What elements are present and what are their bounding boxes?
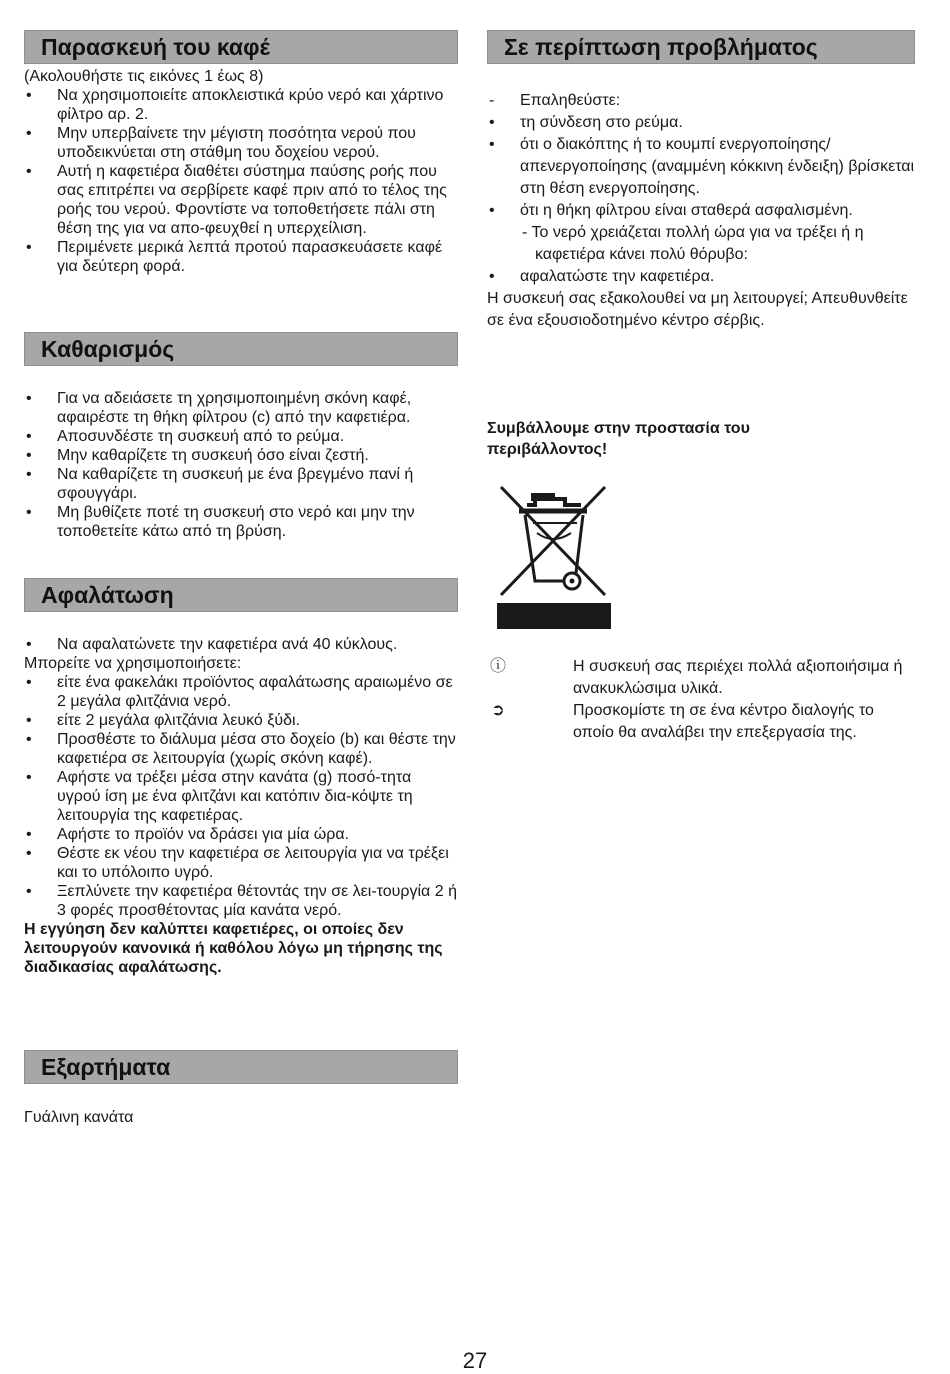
list-item: • Για να αδειάσετε τη χρησιμοποιημένη σκόνη καφέ, αφαιρέστε τη θήκη φίλτρου (c) από την καφετιέρα. [26,390,412,426]
troubleshooting-section [487,90,915,332]
troubleshooting-heading: Σε περίπτωση προβλήματος [487,30,915,64]
environment-title: Συμβάλλουμε στην προστασία του περιβάλλοντος! [487,420,750,458]
brewing-section [24,67,458,276]
descaling-section [24,635,458,977]
collection-info: ➲ Προσκομίστε τη σε ένα κέντρο διαλογής το οποίο θα αναλάβει την επεξεργασία της. [487,700,915,744]
accessory-item: Γυάλινη κανάτα [24,1109,134,1126]
list-item: • είτε 2 μεγάλα φλιτζάνια λευκό ξύδι. [26,712,301,729]
list-item: • Αποσυνδέστε τη συσκευή από το ρεύμα. [26,428,345,445]
list-subitem: - Το νερό χρειάζεται πολλή ώρα για να τρέξει ή η καφετιέρα κάνει πολύ θόρυβο: [522,224,864,263]
warranty-note: Η εγγύηση δεν καλύπτει καφετιέρες, οι οποίες δεν λειτουργούν κανονικά ή καθόλου λόγω μη τήρησης της διαδικασίας αφαλάτωσης. [24,921,443,976]
list-item: • Θέστε εκ νέου την καφετιέρα σε λειτουργία για να τρέξει και το υπόλοιπο υγρό. [26,845,449,881]
descaling-heading: Αφαλάτωση [24,578,458,612]
cleaning-section [24,389,458,541]
list-item: • Μην καθαρίζετε τη συσκευή όσο είναι ζεστή. [26,447,369,464]
list-item: • Αυτή η καφετιέρα διαθέτει σύστημα παύσης ροής που σας επιτρέπει να σερβίρετε καφέ πριν από το τέλος της ροής του νερού. Φροντίστε να τοποθετήσετε πάλι στη θέση της για να απο-φευχθεί η υπερχείλιση. [26,163,447,237]
descaling-can-use: Μπορείτε να χρησιμοποιήσετε: [24,655,242,672]
arrow-icon: ➲ [491,702,505,719]
brewing-intro: (Ακολουθήστε τις εικόνες 1 έως 8) [24,68,264,85]
cleaning-heading: Καθαρισμός [24,332,458,366]
crossed-out-wheelie-bin-icon [497,483,611,631]
recyclable-info: ⓘ Η συσκευή σας περιέχει πολλά αξιοποιήσιμα ή ανακυκλώσιμα υλικά. [489,658,903,697]
brewing-heading: Παρασκευή του καφέ [24,30,458,64]
list-item: • Αφήστε να τρέξει μέσα στην κανάτα (g) ποσό-τητα υγρού ίση με ένα φλιτζάνι και κατόπιν δια-κόψτε τη λειτουργία της καφετιέρας. [26,769,413,824]
list-item: • Προσθέστε το διάλυμα μέσα στο δοχείο (b) και θέστε την καφετιέρα σε λειτουργία (χωρίς σκόνη καφέ). [26,731,456,767]
still-not-working-note: Η συσκευή σας εξακολουθεί να μη λειτουργεί; Απευθυνθείτε σε ένα εξουσιοδοτημένο κέντρο σέρβις. [487,290,908,329]
accessories-section [24,1108,458,1127]
list-item: • ότι η θήκη φίλτρου είναι σταθερά ασφαλισμένη. [489,202,853,219]
accessories-heading: Εξαρτήματα [24,1050,458,1084]
list-item: • είτε ένα φακελάκι προϊόντος αφαλάτωσης αραιωμένο σε 2 μεγάλα φλιτζάνια νερό. [26,674,453,710]
list-item: • Να καθαρίζετε τη συσκευή με ένα βρεγμένο πανί ή σφουγγάρι. [26,466,414,502]
list-item: • αφαλατώστε την καφετιέρα. [489,268,715,285]
info-icon: ⓘ [489,658,506,675]
list-item: • τη σύνδεση στο ρεύμα. [489,114,683,131]
list-item: • Ξεπλύνετε την καφετιέρα θέτοντάς την σε λει-τουργία 2 ή 3 φορές προσθέτοντας μία κανάτα νερό. [26,883,457,919]
list-item: • Μην υπερβαίνετε την μέγιστη ποσότητα νερού που υποδεικνύεται στη στάθμη του δοχείου νερού. [26,125,416,161]
list-item: - Επαληθεύστε: [489,92,621,109]
list-item: • Να αφαλατώνετε την καφετιέρα ανά 40 κύκλους. [26,636,398,653]
list-item: • Μη βυθίζετε ποτέ τη συσκευή στο νερό και μην την τοποθετείτε κάτω από τη βρύση. [26,504,415,540]
page-number: 27 [462,1348,488,1373]
list-item: • Να χρησιμοποιείτε αποκλειστικά κρύο νερό και χάρτινο φίλτρο αρ. 2. [26,87,444,123]
list-item: • ότι ο διακόπτης ή το κουμπί ενεργοποίησης/απενεργοποίησης (αναμμένη κόκκινη ένδειξη) βρίσκεται στη θέση ενεργοποίησης. [489,136,915,197]
list-item: • Αφήστε το προϊόν να δράσει για μία ώρα. [26,826,350,843]
list-item: • Περιμένετε μερικά λεπτά προτού παρασκευάσετε καφέ για δεύτερη φορά. [26,239,443,275]
